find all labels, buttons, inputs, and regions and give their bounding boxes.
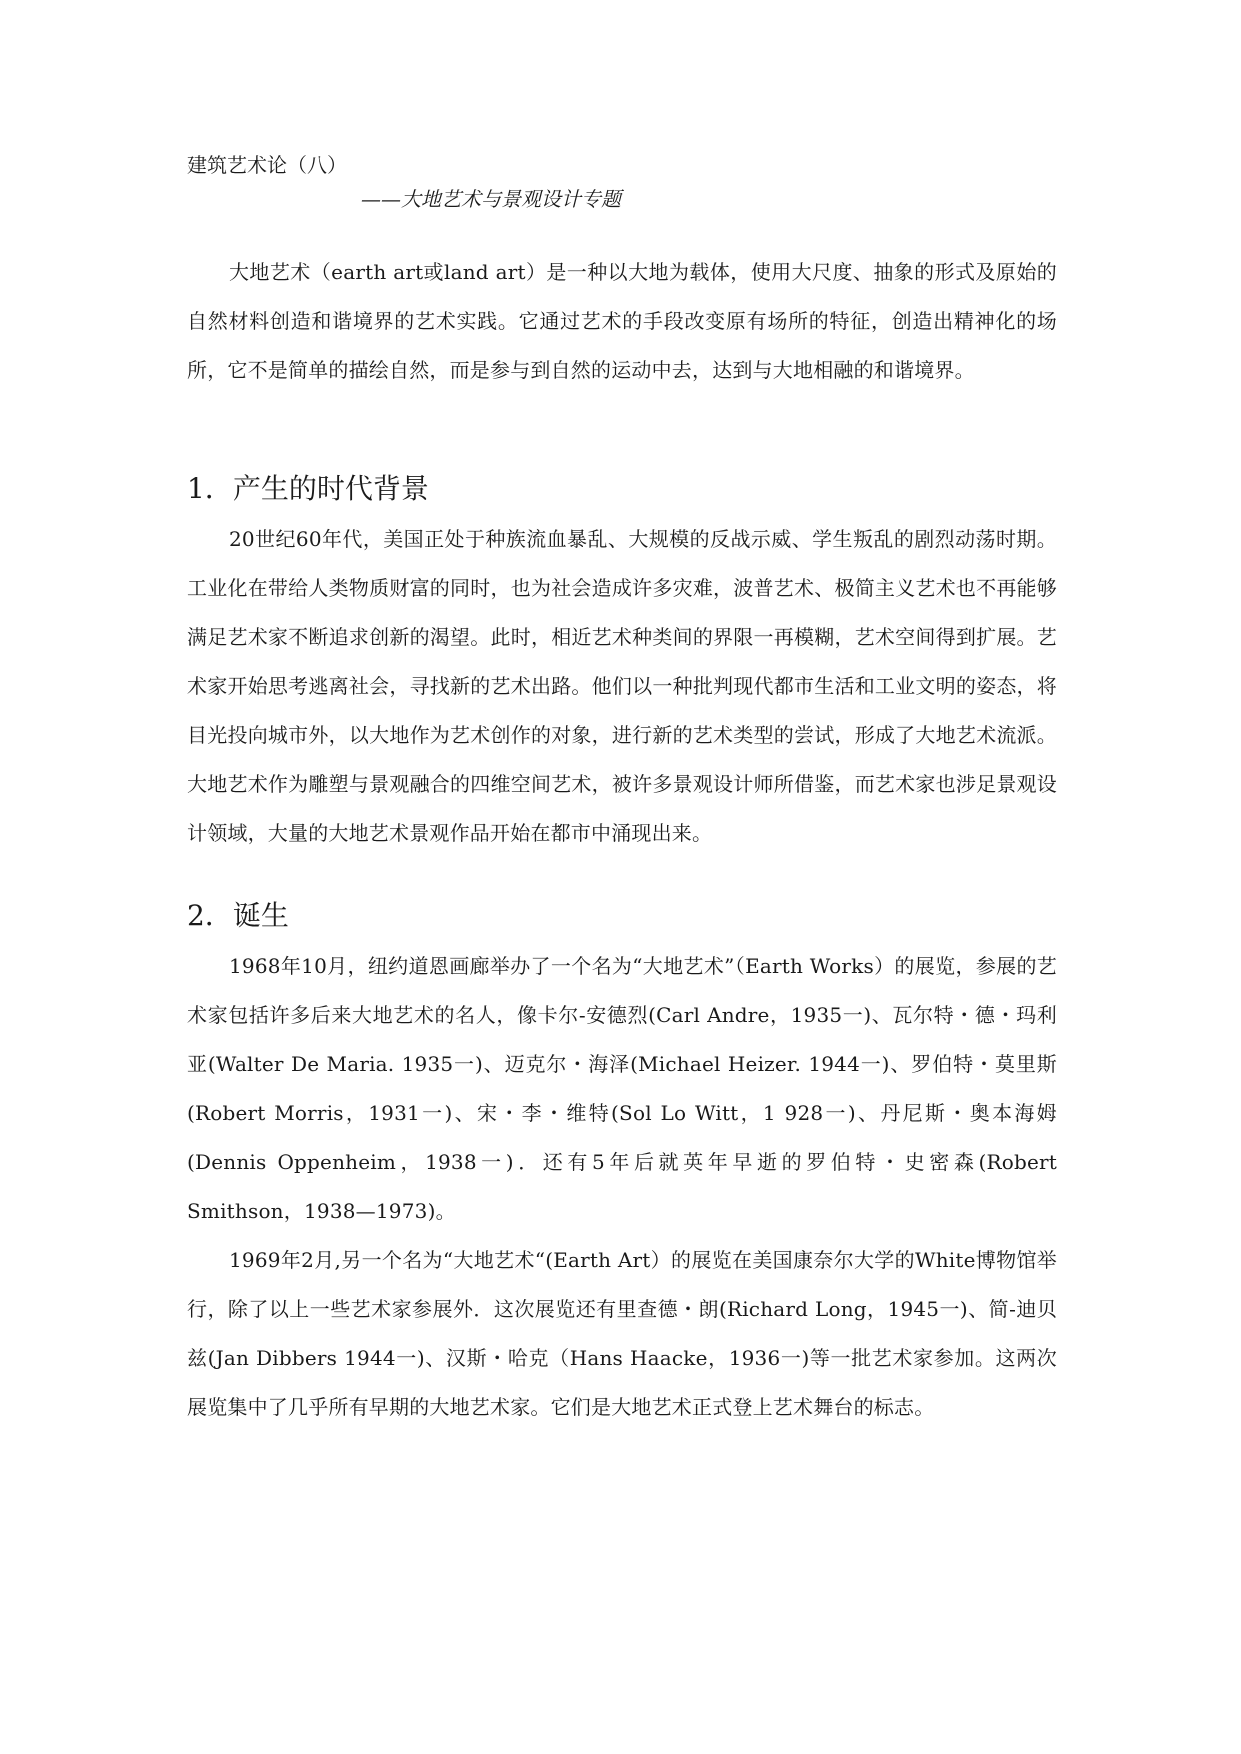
section-paragraph: 1968年10月，纽约道恩画廊举办了一个名为“大地艺术”（Earth Works）的展览，参展的艺术家包括许多后来大地艺术的名人，像卡尔-安德烈(Carl Andre，1935一)、瓦尔特・德・玛利亚(Walter De Maria. 1935一)、迈克尔・海泽(Michael Heizer. 1944一)、罗伯特・莫里斯(Robert Morris，1931一)、宋・李・维特(Sol Lo Witt，1 928一)、丹尼斯・奥本海姆(Dennis Oppenheim，1938一)．还有5年后就英年早逝的罗伯特・史密森(Robert Smithson，1938—1973)。 bbox=[187, 954, 1057, 1223]
section-paragraph: 20世纪60年代，美国正处于种族流血暴乱、大规模的反战示威、学生叛乱的剧烈动荡时期。工业化在带给人类物质财富的同时，也为社会造成许多灾难，波普艺术、极简主义艺术也不再能够满足艺术家不断追求创新的渴望。此时，相近艺术种类间的界限一再模糊，艺术空间得到扩展。艺术家开始思考逃离社会，寻找新的艺术出路。他们以一种批判现代都市生活和工业文明的姿态，将目光投向城市外，以大地作为艺术创作的对象，进行新的艺术类型的尝试，形成了大地艺术流派。大地艺术作为雕塑与景观融合的四维空间艺术，被许多景观设计师所借鉴，而艺术家也涉足景观设计领域，大量的大地艺术景观作品开始在都市中涌现出来。 bbox=[187, 527, 1057, 845]
intro-paragraph: 大地艺术（earth art或land art）是一种以大地为载体，使用大尺度、抽象的形式及原始的自然材料创造和谐境界的艺术实践。它通过艺术的手段改变原有场所的特征，创造出精神化的场所，它不是简单的描绘自然，而是参与到自然的运动中去，达到与大地相融的和谐境界。 bbox=[187, 260, 1057, 382]
document-subtitle: ——大地艺术与景观设计专题 bbox=[361, 187, 621, 211]
section-paragraph: 1969年2月,另一个名为“大地艺术“(Earth Art）的展览在美国康奈尔大学的White博物馆举行，除了以上一些艺术家参展外．这次展览还有里查德・朗(Richard Long，1945一)、简-迪贝兹(Jan Dibbers 1944一)、汉斯・哈克（Hans Haacke，1936一)等一批艺术家参加。这两次展览集中了几乎所有早期的大地艺术家。它们是大地艺术正式登上艺术舞台的标志。 bbox=[187, 1248, 1057, 1419]
section-heading-birth: 2．诞生 bbox=[187, 899, 289, 932]
document-title: 建筑艺术论（八） bbox=[187, 153, 347, 177]
document-page bbox=[187, 150, 1057, 1432]
section-heading-background: 1．产生的时代背景 bbox=[187, 472, 429, 505]
